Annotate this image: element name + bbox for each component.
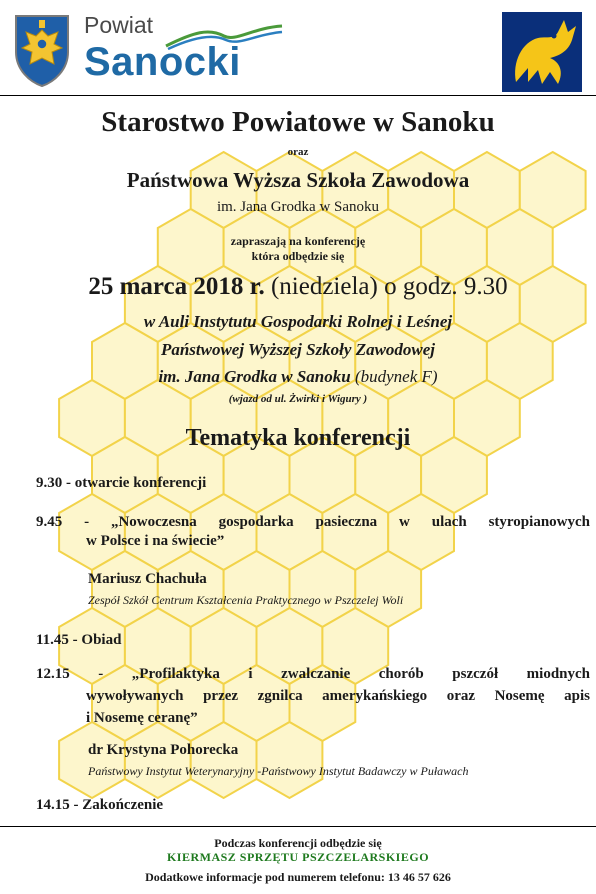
program-item-lecture1-line1: 9.45 - „Nowoczesna gospodarka pasieczna w ulach styropianowych [36,514,590,530]
program-item-closing: 14.15 - Zakończenie [36,797,164,813]
page-title: Starostwo Powiatowe w Sanoku [101,106,495,138]
oraz-text: oraz [287,146,309,158]
header-divider [0,95,596,96]
venue-line-3-main: im. Jana Grodka w Sanoku [158,367,351,386]
program-item-lecture2-line2: wywoływanych przez zgnilca amerykańskiego oraz Nosemę apis [86,688,590,704]
invite-line-2: która odbędzie się [251,249,345,263]
speaker-2-affiliation: Państwowy Instytut Weterynaryjny -Państwowy Instytut Badawczy w Puławach [88,764,469,778]
county-coat-of-arms-icon [12,12,72,88]
event-date: 25 marca 2018 r. [88,273,265,300]
school-subtitle: im. Jana Grodka w Sanoku [216,199,380,215]
program-item-opening: 9.30 - otwarcie konferencji [36,475,207,491]
footer-fair-name-part1: KIERMASZ SPRZĘTU [166,850,303,864]
footer-fair-name-part2: PSZCZELARSKIEGO [302,850,430,864]
school-name: Państwowa Wyższa Szkoła Zawodowa [126,168,470,192]
footer-fair-name [0,850,596,865]
program-item-lecture1-line2: w Polsce i na świecie” [86,533,225,549]
topic-heading: Tematyka konferencji [185,425,411,451]
footer-contact-phone: Dodatkowe informacje pod numerem telefonu: 13 46 57 626 [145,870,451,884]
venue-entry-note: (wjazd od ul. Żwirki i Wigury ) [228,393,368,405]
event-day-time: (niedziela) o godz. 9.30 [264,273,508,300]
footer-fair-intro: Podczas konferencji odbędzie się [214,836,382,850]
speaker-1-affiliation: Zespół Szkół Centrum Kształcenia Praktycznego w Pszczelej Woli [88,593,404,607]
event-datetime [0,273,596,301]
venue-line-1: w Auli Instytutu Gospodarki Rolnej i Leśnej [143,312,453,331]
footer-divider [0,826,596,827]
speaker-2-name: dr Krystyna Pohorecka [88,742,239,758]
venue-line-3 [0,367,596,387]
speaker-1-name: Mariusz Chachuła [88,571,207,587]
program-item-lunch: 11.45 - Obiad [36,632,122,648]
county-logo-wordmark [84,10,294,92]
venue-building: (budynek F) [350,367,438,386]
program-item-lecture2-line3: i Nosemę ceranę” [86,710,198,726]
invite-line-1: zapraszają na konferencję [230,234,366,248]
voivodeship-griffin-emblem-icon [502,12,582,92]
program-item-lecture2-line1: 12.15 - „Profilaktyka i zwalczanie chorób pszczół miodnych [36,666,590,682]
logo-powiat-text: Powiat [84,12,154,38]
venue-line-2: Państwowej Wyższej Szkoły Zawodowej [160,340,436,359]
logo-sanocki-text: Sanocki [84,40,241,84]
